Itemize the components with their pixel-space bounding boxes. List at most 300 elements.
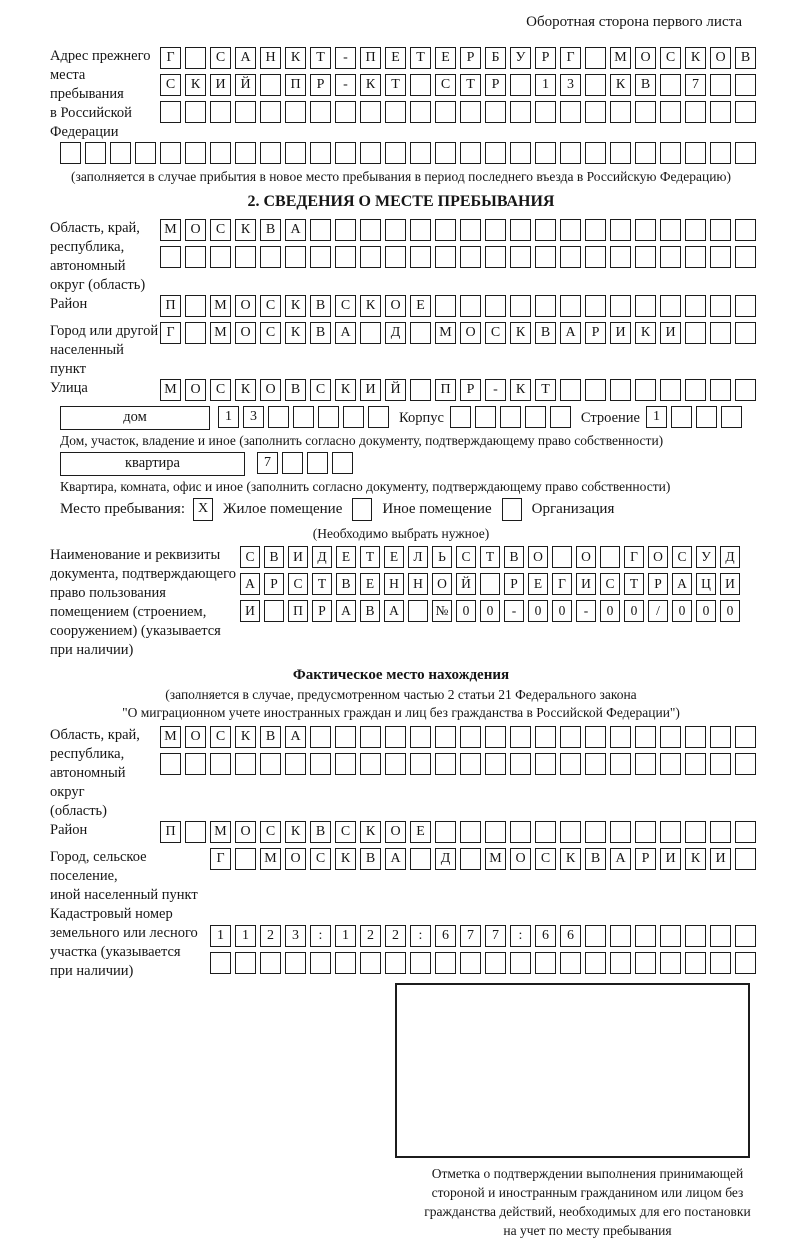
form-cell[interactable] xyxy=(310,142,331,164)
form-cell[interactable]: И xyxy=(576,573,596,595)
checkbox-organizatsiya[interactable] xyxy=(502,498,522,521)
form-cell[interactable] xyxy=(85,142,106,164)
form-cell[interactable] xyxy=(696,406,717,428)
form-cell[interactable]: 0 xyxy=(600,600,620,622)
form-cell[interactable] xyxy=(560,726,581,748)
form-cell[interactable]: В xyxy=(336,573,356,595)
form-cell[interactable] xyxy=(282,452,303,474)
form-cell[interactable] xyxy=(210,246,231,268)
form-cell[interactable] xyxy=(660,74,681,96)
form-cell[interactable] xyxy=(235,753,256,775)
form-cell[interactable] xyxy=(410,246,431,268)
form-cell[interactable]: Р xyxy=(648,573,668,595)
form-cell[interactable] xyxy=(310,753,331,775)
form-cell[interactable] xyxy=(360,246,381,268)
form-cell[interactable] xyxy=(660,952,681,974)
form-cell[interactable]: У xyxy=(510,47,531,69)
form-cell[interactable]: Т xyxy=(624,573,644,595)
form-cell[interactable] xyxy=(160,246,181,268)
form-cell[interactable]: Е xyxy=(385,47,406,69)
form-cell[interactable] xyxy=(385,142,406,164)
form-cell[interactable] xyxy=(635,142,656,164)
form-cell[interactable]: А xyxy=(610,848,631,870)
form-cell[interactable]: П xyxy=(160,295,181,317)
form-cell[interactable] xyxy=(260,952,281,974)
form-cell[interactable]: И xyxy=(720,573,740,595)
form-cell[interactable] xyxy=(735,925,756,947)
form-cell[interactable]: Г xyxy=(552,573,572,595)
form-cell[interactable]: М xyxy=(160,726,181,748)
form-cell[interactable] xyxy=(710,219,731,241)
form-cell[interactable] xyxy=(560,101,581,123)
form-cell[interactable]: М xyxy=(435,322,456,344)
form-cell[interactable]: Г xyxy=(624,546,644,568)
form-cell[interactable]: Р xyxy=(460,379,481,401)
form-cell[interactable] xyxy=(610,821,631,843)
form-cell[interactable]: К xyxy=(360,295,381,317)
form-cell[interactable] xyxy=(332,452,353,474)
form-cell[interactable] xyxy=(460,952,481,974)
form-cell[interactable]: Д xyxy=(435,848,456,870)
form-cell[interactable] xyxy=(210,142,231,164)
form-cell[interactable]: 0 xyxy=(624,600,644,622)
form-cell[interactable] xyxy=(510,753,531,775)
form-cell[interactable] xyxy=(485,246,506,268)
form-cell[interactable]: С xyxy=(210,726,231,748)
form-cell[interactable] xyxy=(185,246,206,268)
form-cell[interactable] xyxy=(335,726,356,748)
form-cell[interactable] xyxy=(510,295,531,317)
form-cell[interactable]: Е xyxy=(410,821,431,843)
form-cell[interactable]: А xyxy=(240,573,260,595)
form-cell[interactable]: Т xyxy=(385,74,406,96)
form-cell[interactable]: О xyxy=(185,379,206,401)
form-cell[interactable]: - xyxy=(576,600,596,622)
form-cell[interactable] xyxy=(585,952,606,974)
form-cell[interactable]: Т xyxy=(480,546,500,568)
form-cell[interactable]: Р xyxy=(535,47,556,69)
form-cell[interactable]: О xyxy=(235,295,256,317)
form-cell[interactable] xyxy=(318,406,339,428)
form-cell[interactable] xyxy=(410,322,431,344)
form-cell[interactable] xyxy=(685,322,706,344)
form-cell[interactable] xyxy=(435,295,456,317)
form-cell[interactable]: В xyxy=(260,219,281,241)
form-cell[interactable] xyxy=(635,726,656,748)
form-cell[interactable] xyxy=(535,101,556,123)
form-cell[interactable] xyxy=(560,952,581,974)
form-cell[interactable] xyxy=(560,821,581,843)
form-cell[interactable] xyxy=(235,952,256,974)
form-cell[interactable] xyxy=(310,726,331,748)
form-cell[interactable]: 1 xyxy=(535,74,556,96)
form-cell[interactable] xyxy=(335,142,356,164)
form-cell[interactable]: К xyxy=(235,726,256,748)
form-cell[interactable]: М xyxy=(210,322,231,344)
form-cell[interactable] xyxy=(235,848,256,870)
form-cell[interactable]: О xyxy=(432,573,452,595)
form-cell[interactable]: Р xyxy=(460,47,481,69)
form-cell[interactable]: К xyxy=(285,47,306,69)
form-cell[interactable]: О xyxy=(235,821,256,843)
form-cell[interactable] xyxy=(285,142,306,164)
form-cell[interactable]: С xyxy=(485,322,506,344)
form-cell[interactable]: 1 xyxy=(210,925,231,947)
form-cell[interactable] xyxy=(460,246,481,268)
form-cell[interactable]: 7 xyxy=(685,74,706,96)
form-cell[interactable] xyxy=(585,925,606,947)
form-cell[interactable] xyxy=(485,952,506,974)
form-cell[interactable]: 0 xyxy=(480,600,500,622)
form-cell[interactable] xyxy=(710,246,731,268)
form-cell[interactable]: В xyxy=(285,379,306,401)
form-cell[interactable]: Т xyxy=(310,47,331,69)
form-cell[interactable]: А xyxy=(235,47,256,69)
form-cell[interactable]: Г xyxy=(160,322,181,344)
form-cell[interactable] xyxy=(410,74,431,96)
form-cell[interactable] xyxy=(435,821,456,843)
form-cell[interactable]: А xyxy=(560,322,581,344)
form-cell[interactable] xyxy=(610,726,631,748)
form-cell[interactable] xyxy=(185,753,206,775)
form-cell[interactable]: П xyxy=(360,47,381,69)
form-cell[interactable] xyxy=(510,101,531,123)
form-cell[interactable] xyxy=(460,753,481,775)
form-cell[interactable] xyxy=(535,295,556,317)
form-cell[interactable]: С xyxy=(288,573,308,595)
form-cell[interactable]: П xyxy=(435,379,456,401)
form-cell[interactable] xyxy=(485,142,506,164)
form-cell[interactable]: К xyxy=(285,821,306,843)
form-cell[interactable]: : xyxy=(510,925,531,947)
form-cell[interactable]: П xyxy=(288,600,308,622)
checkbox-inoe[interactable] xyxy=(352,498,372,521)
form-cell[interactable] xyxy=(185,322,206,344)
form-cell[interactable]: С xyxy=(672,546,692,568)
form-cell[interactable] xyxy=(485,753,506,775)
form-cell[interactable] xyxy=(385,952,406,974)
form-cell[interactable] xyxy=(185,47,206,69)
form-cell[interactable]: К xyxy=(685,47,706,69)
form-cell[interactable] xyxy=(685,295,706,317)
form-cell[interactable]: Т xyxy=(535,379,556,401)
form-cell[interactable] xyxy=(710,322,731,344)
form-cell[interactable]: Р xyxy=(635,848,656,870)
form-cell[interactable]: 3 xyxy=(285,925,306,947)
form-cell[interactable]: С xyxy=(456,546,476,568)
form-cell[interactable] xyxy=(610,379,631,401)
form-cell[interactable] xyxy=(160,753,181,775)
form-cell[interactable]: Р xyxy=(504,573,524,595)
form-cell[interactable] xyxy=(310,219,331,241)
form-cell[interactable] xyxy=(260,246,281,268)
form-cell[interactable]: Н xyxy=(408,573,428,595)
form-cell[interactable]: С xyxy=(535,848,556,870)
form-cell[interactable]: К xyxy=(685,848,706,870)
form-cell[interactable] xyxy=(635,246,656,268)
form-cell[interactable] xyxy=(560,379,581,401)
form-cell[interactable]: 6 xyxy=(435,925,456,947)
form-cell[interactable] xyxy=(735,295,756,317)
form-cell[interactable]: Е xyxy=(435,47,456,69)
form-cell[interactable] xyxy=(585,379,606,401)
form-cell[interactable]: П xyxy=(160,821,181,843)
form-cell[interactable]: М xyxy=(210,821,231,843)
form-cell[interactable] xyxy=(485,101,506,123)
form-cell[interactable] xyxy=(268,406,289,428)
form-cell[interactable] xyxy=(585,47,606,69)
form-cell[interactable]: К xyxy=(285,322,306,344)
form-cell[interactable] xyxy=(710,952,731,974)
form-cell[interactable]: И xyxy=(610,322,631,344)
form-cell[interactable] xyxy=(410,848,431,870)
form-cell[interactable]: О xyxy=(235,322,256,344)
form-cell[interactable] xyxy=(610,952,631,974)
form-cell[interactable] xyxy=(735,142,756,164)
form-cell[interactable] xyxy=(264,600,284,622)
form-cell[interactable] xyxy=(410,101,431,123)
form-cell[interactable] xyxy=(721,406,742,428)
form-cell[interactable]: И xyxy=(240,600,260,622)
form-cell[interactable]: Н xyxy=(384,573,404,595)
form-cell[interactable] xyxy=(368,406,389,428)
form-cell[interactable] xyxy=(660,246,681,268)
form-cell[interactable] xyxy=(635,925,656,947)
form-cell[interactable] xyxy=(410,219,431,241)
form-cell[interactable]: М xyxy=(485,848,506,870)
form-cell[interactable] xyxy=(210,101,231,123)
form-cell[interactable]: 1 xyxy=(335,925,356,947)
form-cell[interactable] xyxy=(685,726,706,748)
form-cell[interactable] xyxy=(285,753,306,775)
form-cell[interactable] xyxy=(410,952,431,974)
form-cell[interactable]: 2 xyxy=(385,925,406,947)
form-cell[interactable] xyxy=(610,295,631,317)
form-cell[interactable] xyxy=(235,246,256,268)
form-cell[interactable] xyxy=(343,406,364,428)
form-cell[interactable] xyxy=(585,219,606,241)
form-cell[interactable] xyxy=(435,142,456,164)
form-cell[interactable] xyxy=(335,753,356,775)
form-cell[interactable]: С xyxy=(210,219,231,241)
form-cell[interactable] xyxy=(293,406,314,428)
form-cell[interactable] xyxy=(335,219,356,241)
form-cell[interactable] xyxy=(385,101,406,123)
form-cell[interactable] xyxy=(685,142,706,164)
form-cell[interactable]: 1 xyxy=(646,406,667,428)
form-cell[interactable] xyxy=(510,246,531,268)
form-cell[interactable] xyxy=(535,952,556,974)
form-cell[interactable] xyxy=(535,142,556,164)
form-cell[interactable]: : xyxy=(410,925,431,947)
form-cell[interactable]: В xyxy=(260,726,281,748)
form-cell[interactable] xyxy=(485,726,506,748)
form-cell[interactable] xyxy=(260,74,281,96)
form-cell[interactable]: К xyxy=(360,821,381,843)
form-cell[interactable]: Р xyxy=(585,322,606,344)
form-cell[interactable] xyxy=(485,821,506,843)
form-cell[interactable] xyxy=(635,952,656,974)
form-cell[interactable] xyxy=(710,925,731,947)
form-cell[interactable]: Е xyxy=(336,546,356,568)
form-cell[interactable] xyxy=(735,246,756,268)
form-cell[interactable]: С xyxy=(260,821,281,843)
form-cell[interactable] xyxy=(660,925,681,947)
form-cell[interactable] xyxy=(560,295,581,317)
form-cell[interactable]: С xyxy=(310,848,331,870)
form-cell[interactable] xyxy=(510,726,531,748)
form-cell[interactable] xyxy=(535,821,556,843)
form-cell[interactable] xyxy=(185,295,206,317)
form-cell[interactable]: Д xyxy=(385,322,406,344)
form-cell[interactable] xyxy=(635,821,656,843)
form-cell[interactable] xyxy=(635,219,656,241)
form-cell[interactable]: И xyxy=(210,74,231,96)
form-cell[interactable]: У xyxy=(696,546,716,568)
form-cell[interactable] xyxy=(535,726,556,748)
form-cell[interactable] xyxy=(310,952,331,974)
form-cell[interactable] xyxy=(710,101,731,123)
form-cell[interactable] xyxy=(60,142,81,164)
form-cell[interactable] xyxy=(710,295,731,317)
form-cell[interactable] xyxy=(435,246,456,268)
form-cell[interactable] xyxy=(610,219,631,241)
form-cell[interactable] xyxy=(585,726,606,748)
form-cell[interactable]: К xyxy=(635,322,656,344)
form-cell[interactable]: Т xyxy=(460,74,481,96)
form-cell[interactable]: Т xyxy=(410,47,431,69)
form-cell[interactable]: Н xyxy=(260,47,281,69)
form-cell[interactable]: А xyxy=(385,848,406,870)
form-cell[interactable] xyxy=(710,74,731,96)
form-cell[interactable]: 1 xyxy=(218,406,239,428)
form-cell[interactable] xyxy=(235,101,256,123)
form-cell[interactable]: 0 xyxy=(456,600,476,622)
form-cell[interactable]: - xyxy=(485,379,506,401)
form-cell[interactable]: 7 xyxy=(485,925,506,947)
form-cell[interactable]: В xyxy=(504,546,524,568)
form-cell[interactable] xyxy=(635,753,656,775)
form-cell[interactable] xyxy=(285,246,306,268)
form-cell[interactable]: Л xyxy=(408,546,428,568)
form-cell[interactable] xyxy=(307,452,328,474)
form-cell[interactable] xyxy=(360,753,381,775)
form-cell[interactable]: 3 xyxy=(560,74,581,96)
form-cell[interactable] xyxy=(385,753,406,775)
form-cell[interactable] xyxy=(685,821,706,843)
form-cell[interactable] xyxy=(460,726,481,748)
form-cell[interactable] xyxy=(735,101,756,123)
form-cell[interactable]: Г xyxy=(560,47,581,69)
form-cell[interactable]: - xyxy=(335,74,356,96)
form-cell[interactable]: И xyxy=(660,848,681,870)
form-cell[interactable] xyxy=(585,246,606,268)
form-cell[interactable] xyxy=(535,246,556,268)
form-cell[interactable] xyxy=(710,726,731,748)
form-cell[interactable]: С xyxy=(660,47,681,69)
form-cell[interactable] xyxy=(510,821,531,843)
form-cell[interactable] xyxy=(335,101,356,123)
form-cell[interactable]: Д xyxy=(720,546,740,568)
form-cell[interactable] xyxy=(510,74,531,96)
form-cell[interactable] xyxy=(450,406,471,428)
form-cell[interactable]: К xyxy=(510,379,531,401)
form-cell[interactable] xyxy=(585,753,606,775)
form-cell[interactable] xyxy=(480,573,500,595)
form-cell[interactable] xyxy=(435,219,456,241)
form-cell[interactable] xyxy=(460,821,481,843)
form-cell[interactable] xyxy=(310,246,331,268)
form-cell[interactable] xyxy=(635,101,656,123)
form-cell[interactable]: М xyxy=(160,379,181,401)
form-cell[interactable]: О xyxy=(710,47,731,69)
form-cell[interactable]: О xyxy=(460,322,481,344)
form-cell[interactable] xyxy=(475,406,496,428)
form-cell[interactable]: 0 xyxy=(672,600,692,622)
form-cell[interactable] xyxy=(685,952,706,974)
form-cell[interactable] xyxy=(735,74,756,96)
form-cell[interactable]: С xyxy=(160,74,181,96)
form-cell[interactable] xyxy=(710,821,731,843)
form-cell[interactable] xyxy=(385,219,406,241)
form-cell[interactable]: В xyxy=(310,821,331,843)
form-cell[interactable]: В xyxy=(310,322,331,344)
form-cell[interactable] xyxy=(535,219,556,241)
form-cell[interactable]: О xyxy=(385,821,406,843)
form-cell[interactable]: Г xyxy=(160,47,181,69)
form-cell[interactable]: Р xyxy=(264,573,284,595)
form-cell[interactable] xyxy=(210,952,231,974)
form-cell[interactable]: В xyxy=(360,848,381,870)
form-cell[interactable] xyxy=(235,142,256,164)
form-cell[interactable] xyxy=(335,952,356,974)
form-cell[interactable] xyxy=(585,101,606,123)
form-cell[interactable]: М xyxy=(160,219,181,241)
form-cell[interactable] xyxy=(185,142,206,164)
form-cell[interactable]: К xyxy=(335,379,356,401)
form-cell[interactable]: 2 xyxy=(260,925,281,947)
form-cell[interactable]: Д xyxy=(312,546,332,568)
form-cell[interactable]: С xyxy=(335,821,356,843)
form-cell[interactable] xyxy=(210,753,231,775)
form-cell[interactable]: Е xyxy=(360,573,380,595)
form-cell[interactable] xyxy=(710,142,731,164)
form-cell[interactable] xyxy=(410,379,431,401)
form-cell[interactable]: Р xyxy=(312,600,332,622)
form-cell[interactable]: О xyxy=(510,848,531,870)
form-cell[interactable] xyxy=(560,219,581,241)
form-cell[interactable] xyxy=(335,246,356,268)
form-cell[interactable] xyxy=(660,726,681,748)
form-cell[interactable]: / xyxy=(648,600,668,622)
form-cell[interactable] xyxy=(385,726,406,748)
form-cell[interactable]: С xyxy=(260,295,281,317)
form-cell[interactable] xyxy=(535,753,556,775)
form-cell[interactable]: О xyxy=(576,546,596,568)
form-cell[interactable]: Й xyxy=(456,573,476,595)
form-cell[interactable]: Т xyxy=(312,573,332,595)
form-cell[interactable] xyxy=(510,142,531,164)
form-cell[interactable] xyxy=(525,406,546,428)
form-cell[interactable] xyxy=(260,753,281,775)
form-cell[interactable]: И xyxy=(288,546,308,568)
form-cell[interactable] xyxy=(110,142,131,164)
form-cell[interactable]: Т xyxy=(360,546,380,568)
form-cell[interactable] xyxy=(460,295,481,317)
form-cell[interactable]: В xyxy=(735,47,756,69)
form-cell[interactable]: О xyxy=(260,379,281,401)
form-cell[interactable] xyxy=(685,925,706,947)
